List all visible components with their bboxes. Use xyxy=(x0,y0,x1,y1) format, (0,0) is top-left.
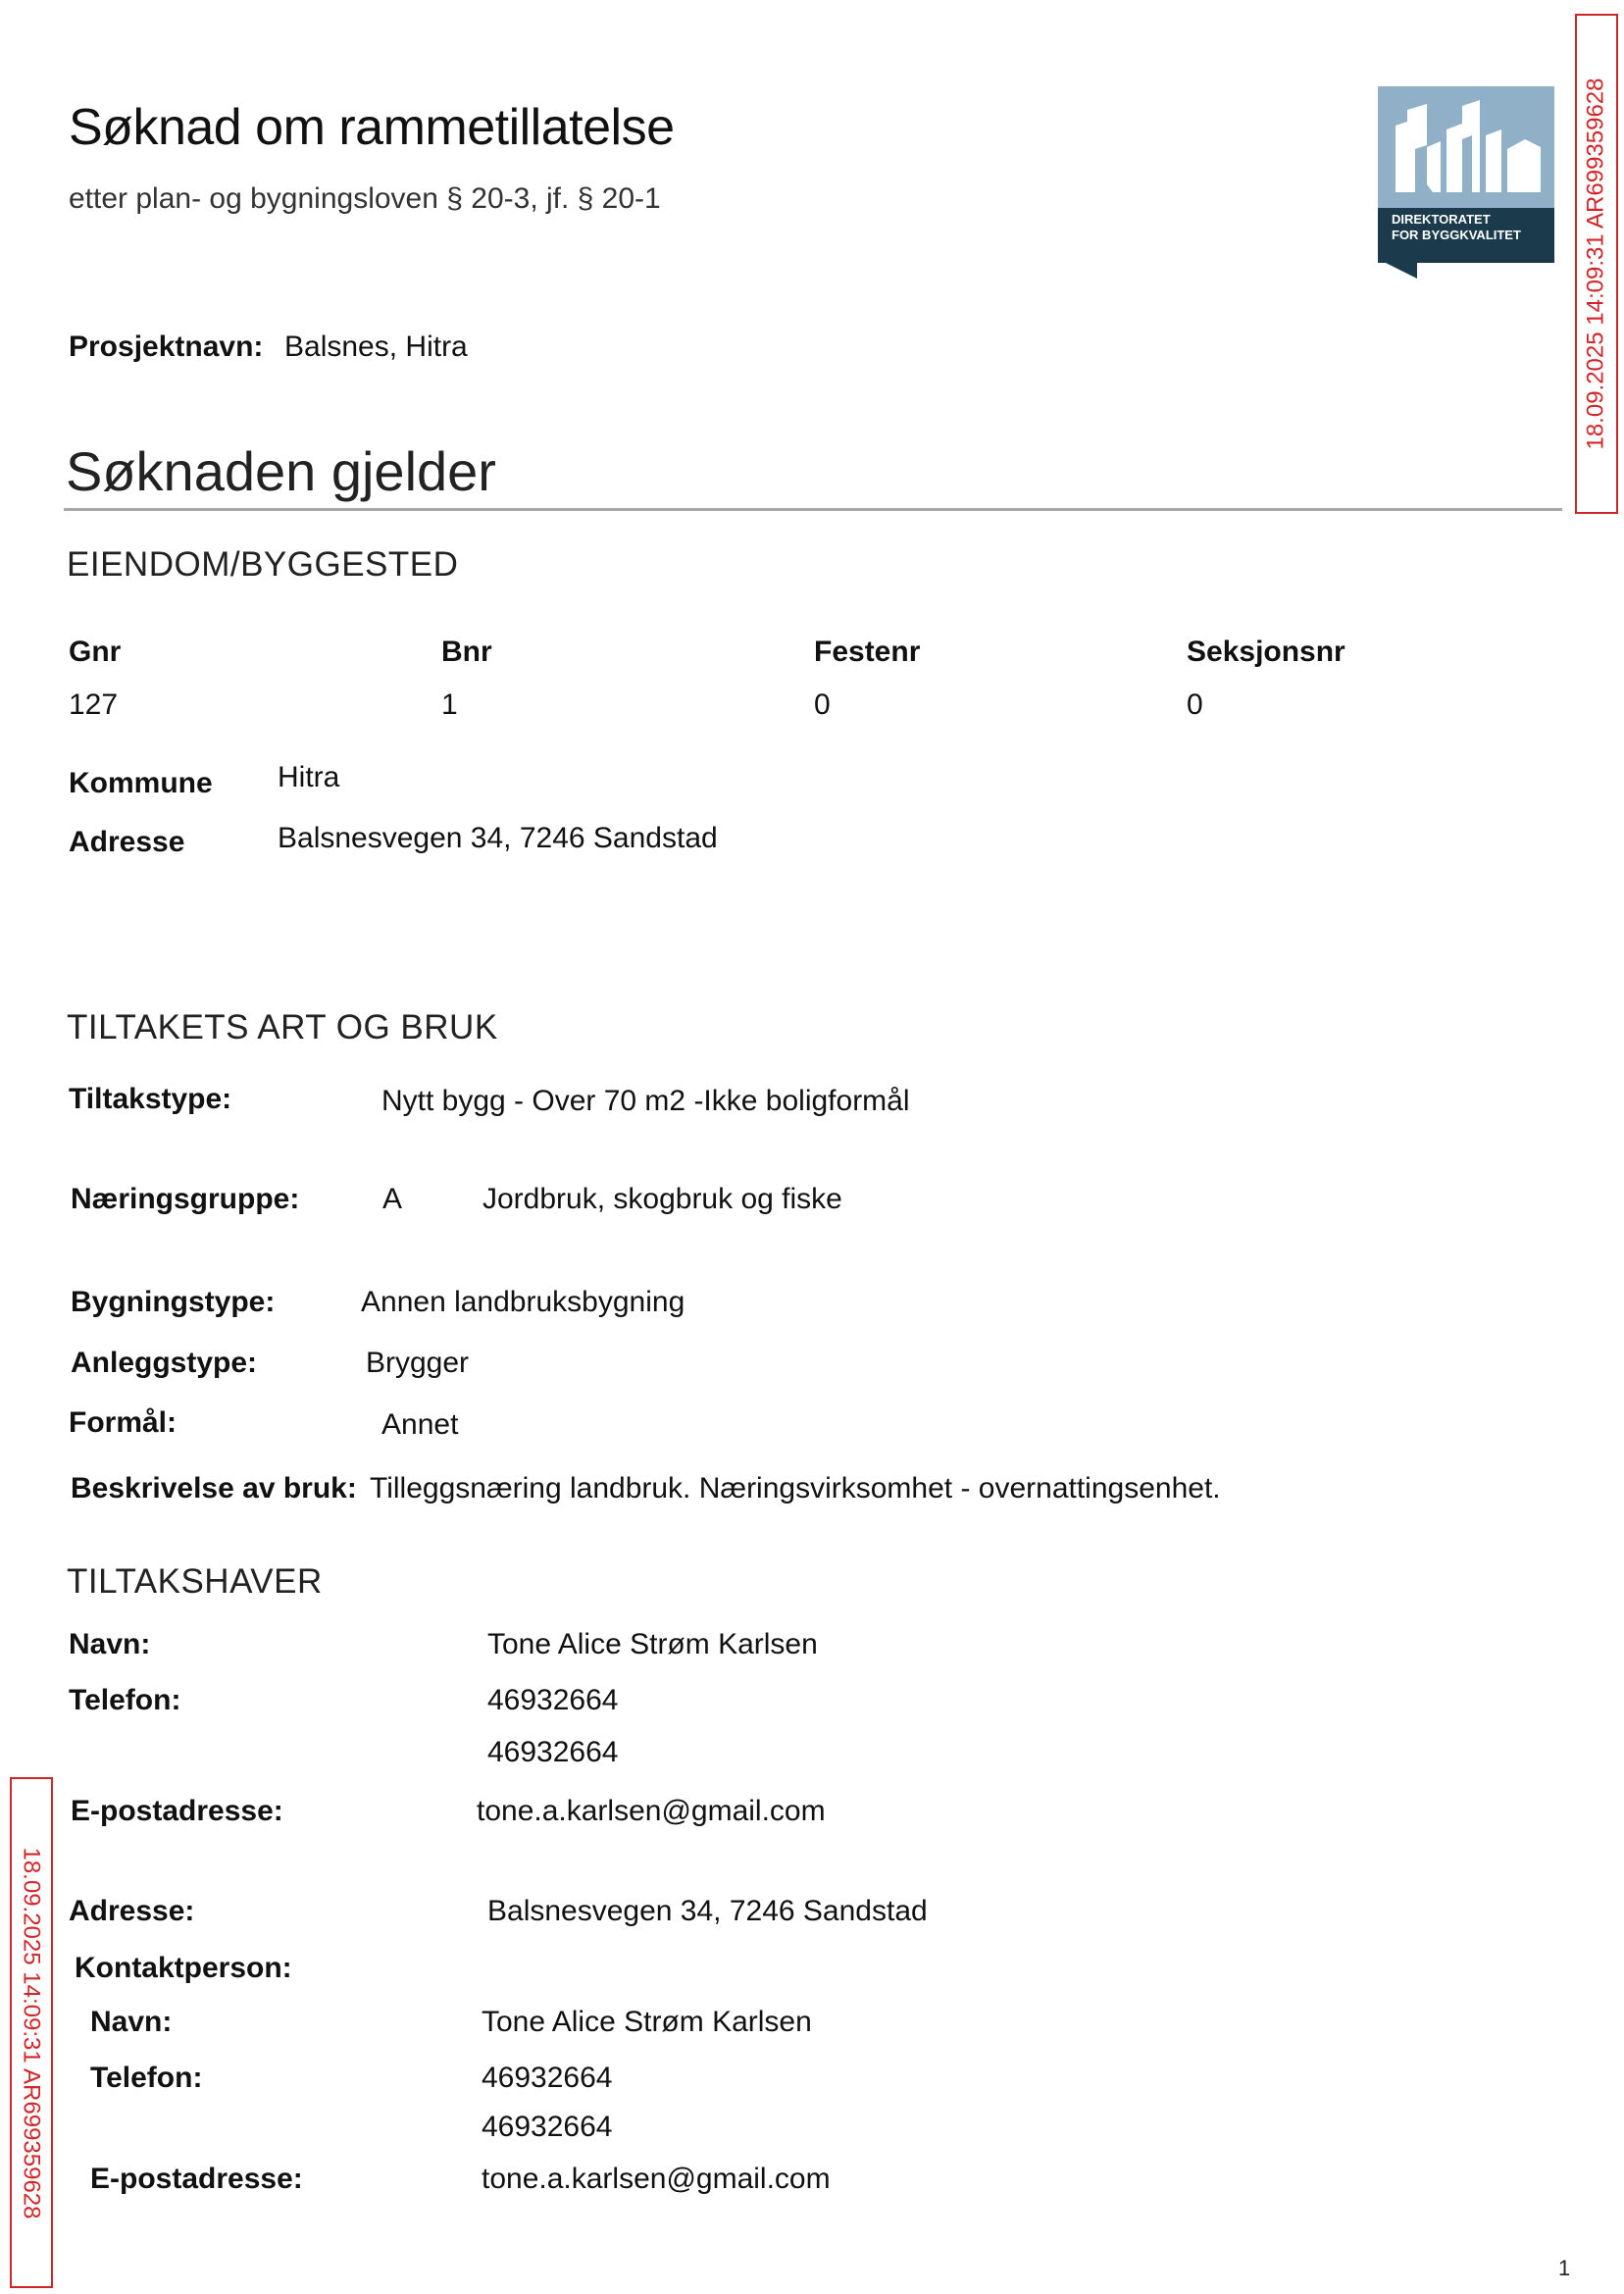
beskrivelse-value: Tilleggsnæring landbruk. Næringsvirksomhet - overnattingsenhet. xyxy=(370,1472,1221,1504)
naeringsgruppe-label: Næringsgruppe: xyxy=(71,1183,300,1215)
owner-adresse-label: Adresse: xyxy=(69,1895,195,1927)
naeringsgruppe-code: A xyxy=(382,1183,403,1215)
dibk-logo xyxy=(1378,86,1554,279)
owner-navn-label: Navn: xyxy=(69,1628,151,1660)
contact-person-label: Kontaktperson: xyxy=(75,1952,292,1984)
bygningstype-label: Bygningstype: xyxy=(71,1286,276,1318)
tiltakstype-value: Nytt bygg - Over 70 m2 -Ikke boligformål xyxy=(381,1085,910,1117)
bnr-value: 1 xyxy=(441,688,458,721)
anleggstype-label: Anleggstype: xyxy=(71,1347,258,1379)
festenr-label: Festenr xyxy=(814,636,921,668)
project-name-value: Balsnes, Hitra xyxy=(284,331,468,363)
owner-navn-value: Tone Alice Strøm Karlsen xyxy=(487,1628,818,1660)
bnr-label: Bnr xyxy=(441,636,492,668)
owner-telefon-value: 46932664 xyxy=(487,1684,619,1716)
contact-navn-label: Navn: xyxy=(90,2006,173,2038)
kommune-value: Hitra xyxy=(278,761,340,793)
formal-label: Formål: xyxy=(69,1406,178,1439)
owner-epost-label: E-postadresse: xyxy=(71,1795,283,1827)
project-name-label: Prosjektnavn: xyxy=(69,331,264,363)
contact-telefon-value-2: 46932664 xyxy=(482,2111,613,2143)
contact-epost-value: tone.a.karlsen@gmail.com xyxy=(482,2163,831,2195)
owner-epost-value: tone.a.karlsen@gmail.com xyxy=(477,1795,826,1827)
timestamp-stamp-top xyxy=(1575,14,1618,514)
logo-text-1: DIREKTORATET xyxy=(1392,212,1491,227)
gnr-value: 127 xyxy=(69,688,119,721)
formal-value: Annet xyxy=(381,1408,459,1441)
stamp-text: 18.09.2025 14:09:31 AR699359628 xyxy=(19,1846,45,2219)
property-heading: EIENDOM/BYGGESTED xyxy=(67,545,459,584)
page-number: 1 xyxy=(1558,2256,1571,2280)
kommune-label: Kommune xyxy=(69,767,213,799)
gnr-label: Gnr xyxy=(69,636,122,668)
section-title: Søknaden gjelder xyxy=(66,440,496,502)
naeringsgruppe-value: Jordbruk, skogbruk og fiske xyxy=(482,1183,842,1215)
tiltakstype-label: Tiltakstype: xyxy=(69,1083,232,1115)
beskrivelse-label: Beskrivelse av bruk: xyxy=(71,1472,357,1504)
document-title: Søknad om rammetillatelse xyxy=(69,99,675,156)
timestamp-stamp-left xyxy=(10,1777,53,2288)
anleggstype-value: Brygger xyxy=(366,1347,470,1379)
festenr-value: 0 xyxy=(814,688,831,721)
document-subtitle: etter plan- og bygningsloven § 20-3, jf. § 20-1 xyxy=(69,182,661,215)
contact-telefon-value: 46932664 xyxy=(482,2062,613,2094)
owner-adresse-value: Balsnesvegen 34, 7246 Sandstad xyxy=(487,1895,928,1927)
adresse-label: Adresse xyxy=(69,826,185,858)
section-divider xyxy=(64,508,1562,511)
owner-telefon-label: Telefon: xyxy=(69,1684,181,1716)
logo-text-2: FOR BYGGKVALITET xyxy=(1392,228,1521,242)
owner-telefon-value-2: 46932664 xyxy=(487,1736,619,1768)
bygningstype-value: Annen landbruksbygning xyxy=(361,1286,685,1318)
contact-navn-value: Tone Alice Strøm Karlsen xyxy=(482,2006,812,2038)
contact-epost-label: E-postadresse: xyxy=(90,2163,303,2195)
seksjonsnr-value: 0 xyxy=(1187,688,1203,721)
adresse-value: Balsnesvegen 34, 7246 Sandstad xyxy=(278,822,718,854)
stamp-text: 18.09.2025 14:09:31 AR699359628 xyxy=(1583,77,1609,450)
seksjonsnr-label: Seksjonsnr xyxy=(1187,636,1345,668)
owner-heading: TILTAKSHAVER xyxy=(67,1562,323,1601)
measure-heading: TILTAKETS ART OG BRUK xyxy=(67,1008,498,1046)
contact-telefon-label: Telefon: xyxy=(90,2062,203,2094)
